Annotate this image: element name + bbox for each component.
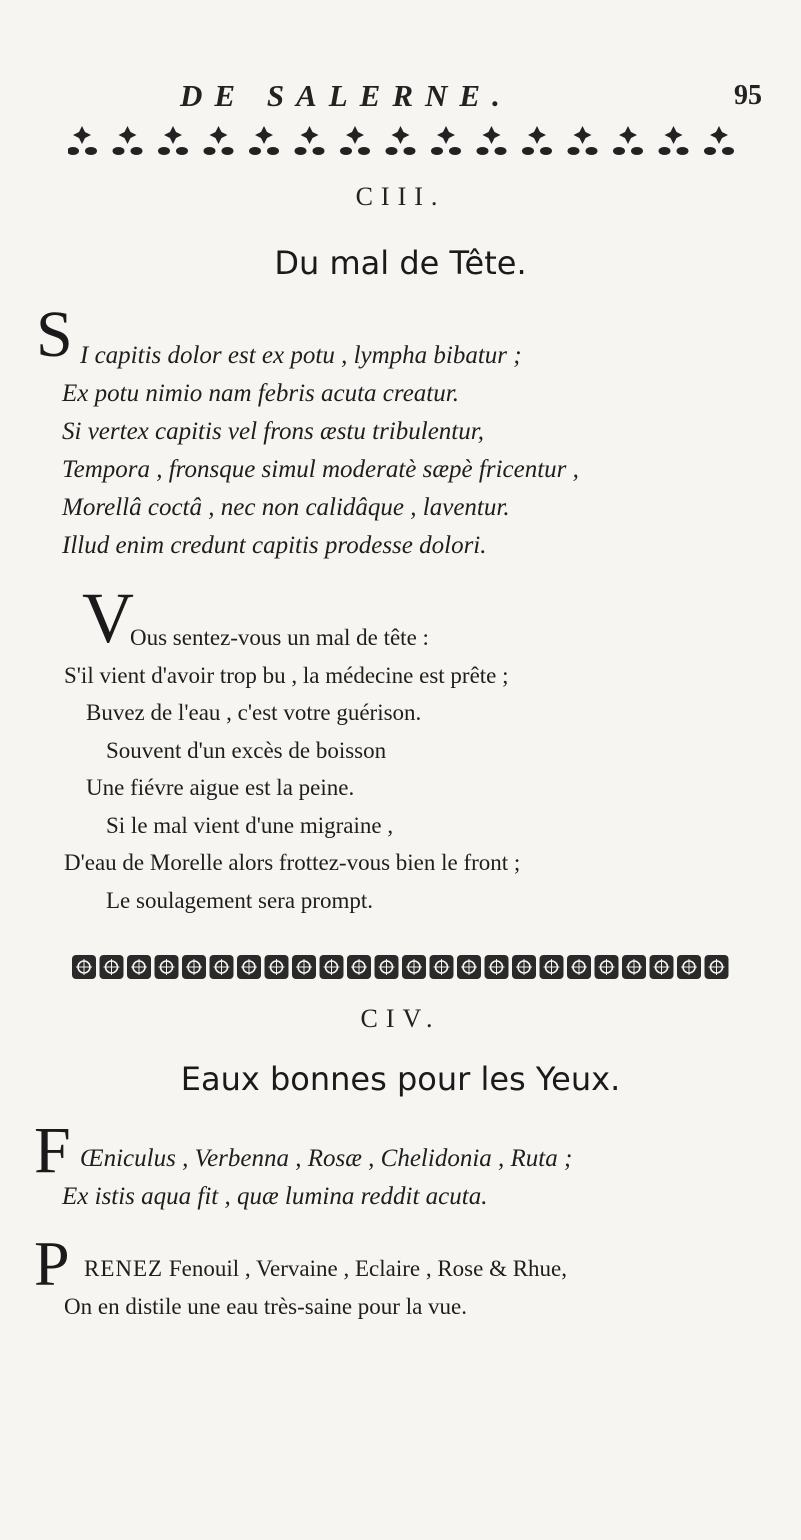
latin-verse	[62, 337, 762, 565]
fleuron-icon	[522, 126, 552, 155]
fleuron-icon	[347, 955, 371, 979]
fleuron-icon	[613, 126, 643, 155]
fleuron-icon	[375, 955, 399, 979]
fleuron-icon	[249, 126, 279, 155]
verse-line: Une fiévre aigue est la peine.	[86, 775, 355, 800]
fleuron-icon	[68, 126, 97, 155]
latin-drop-cap: F	[34, 1114, 71, 1187]
fleuron-icon	[477, 126, 507, 155]
small-caps-word: RENEZ	[84, 1256, 164, 1281]
fleuron-icon	[320, 955, 344, 979]
fleuron-icon	[265, 955, 289, 979]
verse-line: On en distile une eau très-saine pour la vue.	[64, 1293, 468, 1319]
section-number: CIV.	[360, 1004, 441, 1033]
fleuron-ornament-band-middle	[68, 952, 734, 982]
verse-line	[64, 1250, 764, 1288]
fleuron-icon	[204, 126, 234, 155]
fleuron-icon	[650, 955, 674, 979]
verse-line: Si vertex capitis vel frons æstu tribulentur,	[62, 418, 484, 445]
fleuron-icon	[430, 955, 454, 979]
fleuron-icon	[155, 955, 179, 979]
verse-line-text: Fenouil , Vervaine , Eclaire , Rose & Rhue,	[168, 1256, 568, 1281]
fleuron-ornament-band-top	[68, 124, 734, 158]
fleuron-icon	[386, 126, 416, 155]
fleuron-icon	[568, 126, 598, 155]
verse-line: Souvent d'un excès de boisson	[106, 737, 387, 763]
verse-line: Œniculus , Verbenna , Rosæ , Chelidonia , Ruta ;	[80, 1145, 573, 1172]
verse-line: I capitis dolor est ex potu , lympha bibatur ;	[80, 342, 522, 369]
verse-line: Illud enim credunt capitis prodesse dolori.	[62, 532, 487, 559]
fleuron-icon	[567, 955, 591, 979]
fleuron-icon	[512, 955, 536, 979]
verse-line: Buvez de l'eau , c'est votre guérison.	[86, 700, 422, 725]
fleuron-icon	[705, 955, 729, 979]
fleuron-icon	[127, 955, 151, 979]
section-title: Du mal de Tête.	[274, 244, 527, 282]
verse-line: D'eau de Morelle alors frottez-vous bien le front ;	[64, 850, 521, 875]
fleuron-icon	[457, 955, 481, 979]
fleuron-icon	[210, 955, 234, 979]
fleuron-icon	[113, 126, 143, 155]
fleuron-icon	[704, 126, 734, 155]
fleuron-icon	[677, 955, 701, 979]
fleuron-icon	[100, 955, 124, 979]
verse-line: S'il vient d'avoir trop bu , la médecine est prête ;	[64, 662, 509, 688]
french-drop-cap: V	[82, 578, 134, 658]
fleuron-icon	[237, 955, 261, 979]
fleuron-icon	[540, 955, 564, 979]
fleuron-icon	[431, 126, 461, 155]
fleuron-icon	[340, 126, 370, 155]
verse-line: Tempora , fronsque simul moderatè sæpè fricentur ,	[62, 456, 579, 483]
verse-line: Le soulagement sera prompt.	[106, 887, 373, 913]
latin-verse	[62, 1140, 762, 1216]
fleuron-icon	[402, 955, 426, 979]
fleuron-icon	[622, 955, 646, 979]
french-verse	[64, 619, 764, 919]
verse-line: Ous sentez-vous un mal de tête :	[130, 625, 429, 650]
french-drop-cap: P	[34, 1228, 70, 1299]
fleuron-icon	[595, 955, 619, 979]
fleuron-icon	[485, 955, 509, 979]
page-number: 95	[734, 80, 762, 111]
verse-line: Ex istis aqua fit , quæ lumina reddit acuta.	[62, 1183, 488, 1210]
fleuron-icon	[292, 955, 316, 979]
verse-line: Ex potu nimio nam febris acuta creatur.	[62, 380, 459, 407]
fleuron-icon	[659, 126, 689, 155]
fleuron-icon	[182, 955, 206, 979]
fleuron-icon	[72, 955, 96, 979]
fleuron-icon	[158, 126, 188, 155]
section-number: CIII.	[355, 182, 446, 211]
section-title: Eaux bonnes pour les Yeux.	[180, 1060, 621, 1098]
fleuron-icon	[295, 126, 325, 155]
french-verse	[64, 1250, 764, 1325]
verse-line: Morellâ coctâ , nec non calidâque , laventur.	[62, 494, 510, 521]
running-head: DE SALERNE.	[180, 78, 512, 113]
latin-drop-cap: S	[36, 298, 73, 371]
verse-line: Si le mal vient d'une migraine ,	[106, 812, 394, 838]
